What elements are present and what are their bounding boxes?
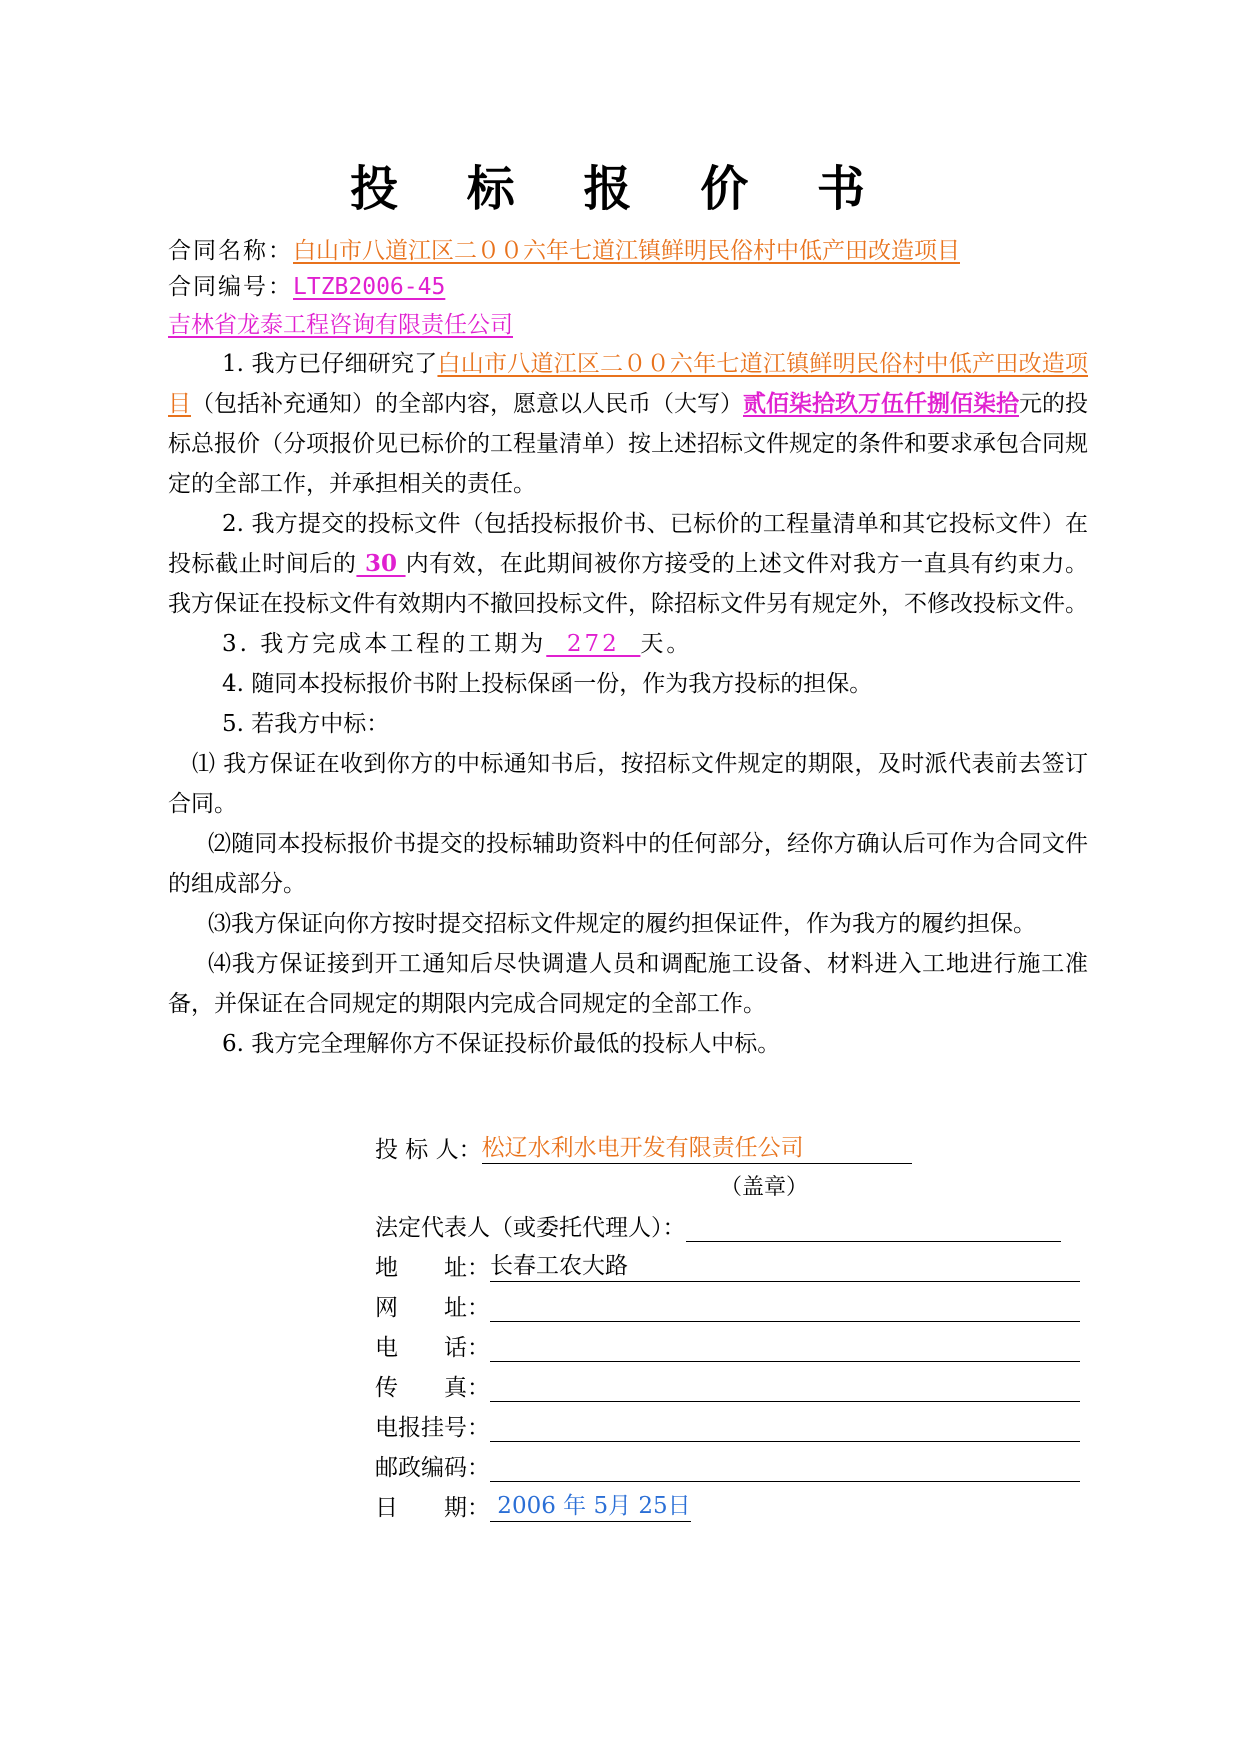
p1-project-name: 白山市八道江区二００六年七道江镇鲜明民俗村中低产田改造项目 — [168, 351, 1089, 417]
paragraph-5-4: ⑷我方保证接到开工通知后尽快调遣人员和调配施工设备、材料进入工地进行施工准备，并保证在合同规定的期限内完成合同规定的全部工作。 — [168, 951, 1088, 1017]
addressee: 吉林省龙泰工程咨询有限责任公司 — [168, 312, 513, 338]
telegraph-field[interactable] — [490, 1411, 1080, 1442]
representative-label: 法定代表人（或委托代理人）： — [375, 1215, 686, 1241]
postcode-label: 邮政编码： — [375, 1455, 490, 1481]
paragraph-5-3: ⑶我方保证向你方按时提交招标文件规定的履约担保证件，作为我方的履约担保。 — [208, 911, 1036, 937]
phone-field[interactable] — [490, 1331, 1080, 1362]
website-field[interactable] — [490, 1291, 1080, 1322]
contract-no-label: 合同编号： — [168, 274, 293, 300]
p2-text-a: 2. 我方提交的投标文件（包括投标报价书、已标价的工程量清单和其它投标文件）在投标截止时间后的 — [168, 511, 1088, 577]
address-label: 地 址： — [375, 1255, 490, 1281]
date-row — [375, 1488, 691, 1522]
paragraph-3 — [168, 624, 1088, 664]
fax-label: 传 真： — [375, 1375, 490, 1401]
address-row — [375, 1248, 1080, 1282]
body-paragraphs — [168, 344, 1088, 1064]
website-label: 网 址： — [375, 1295, 490, 1321]
p3-text-a: 3. 我方完成本工程的工期为 — [222, 631, 547, 657]
address-field[interactable]: 长春工农大路 — [490, 1251, 1080, 1282]
paragraph-4: 4. 随同本投标报价书附上投标保函一份，作为我方投标的担保。 — [222, 671, 873, 697]
paragraph-2 — [168, 504, 1088, 624]
document-title: 投 标 报 价 书 — [350, 161, 891, 217]
bidder-row — [375, 1130, 912, 1164]
contract-name-label: 合同名称： — [168, 238, 293, 264]
telegraph-label: 电报挂号： — [375, 1415, 490, 1441]
p3-text-b: 天。 — [640, 631, 693, 657]
date-field[interactable]: 2006 年 5月 25日 — [490, 1491, 691, 1522]
contract-name-value: 白山市八道江区二００六年七道江镇鲜明民俗村中低产田改造项目 — [293, 238, 960, 264]
p3-duration-days: 272 — [546, 631, 641, 657]
p2-text-b: 内有效，在此期间被你方接受的上述文件对我方一直具有约束力。我方保证在投标文件有效期内不撤回投标文件，除招标文件另有规定外，不修改投标文件。 — [168, 551, 1089, 617]
paragraph-5: 5. 若我方中标： — [222, 711, 390, 737]
p1-text-c: 元的投标总报价（分项报价见已标价的工程量清单）按上述招标文件规定的条件和要求承包合同规定的全部工作，并承担相关的责任。 — [168, 391, 1088, 497]
date-label: 日 期： — [375, 1495, 490, 1521]
bidder-field[interactable]: 松辽水利水电开发有限责任公司 — [482, 1133, 912, 1164]
phone-row — [375, 1328, 1080, 1362]
paragraph-5-2: ⑵随同本投标报价书提交的投标辅助资料中的任何部分，经你方确认后可作为合同文件的组成部分。 — [168, 831, 1088, 897]
website-row — [375, 1288, 1080, 1322]
p1-text-b: （包括补充通知）的全部内容，愿意以人民币（大写） — [191, 391, 743, 417]
postcode-field[interactable] — [490, 1451, 1080, 1482]
postcode-row — [375, 1448, 1080, 1482]
paragraph-6: 6. 我方完全理解你方不保证投标价最低的投标人中标。 — [222, 1031, 781, 1057]
p1-amount: 贰佰柒拾玖万伍仟捌佰柒拾 — [743, 390, 1019, 417]
contract-no-row — [168, 268, 445, 301]
representative-row — [375, 1208, 1061, 1242]
fax-field[interactable] — [490, 1371, 1080, 1402]
p2-validity-days: 30 — [356, 550, 406, 577]
telegraph-row — [375, 1408, 1080, 1442]
bidder-label: 投 标 人： — [375, 1137, 482, 1163]
contract-name-row — [168, 232, 960, 265]
seal-note: （盖章） — [720, 1175, 809, 1200]
fax-row — [375, 1368, 1080, 1402]
paragraph-1 — [168, 344, 1088, 504]
representative-field[interactable] — [686, 1211, 1061, 1242]
paragraph-5-1: ⑴ 我方保证在收到你方的中标通知书后，按招标文件规定的期限，及时派代表前去签订合同。 — [168, 751, 1088, 817]
phone-label: 电 话： — [375, 1335, 490, 1361]
p1-text-a: 1. 我方已仔细研究了 — [222, 351, 438, 377]
contract-no-value: LTZB2006-45 — [293, 274, 446, 300]
